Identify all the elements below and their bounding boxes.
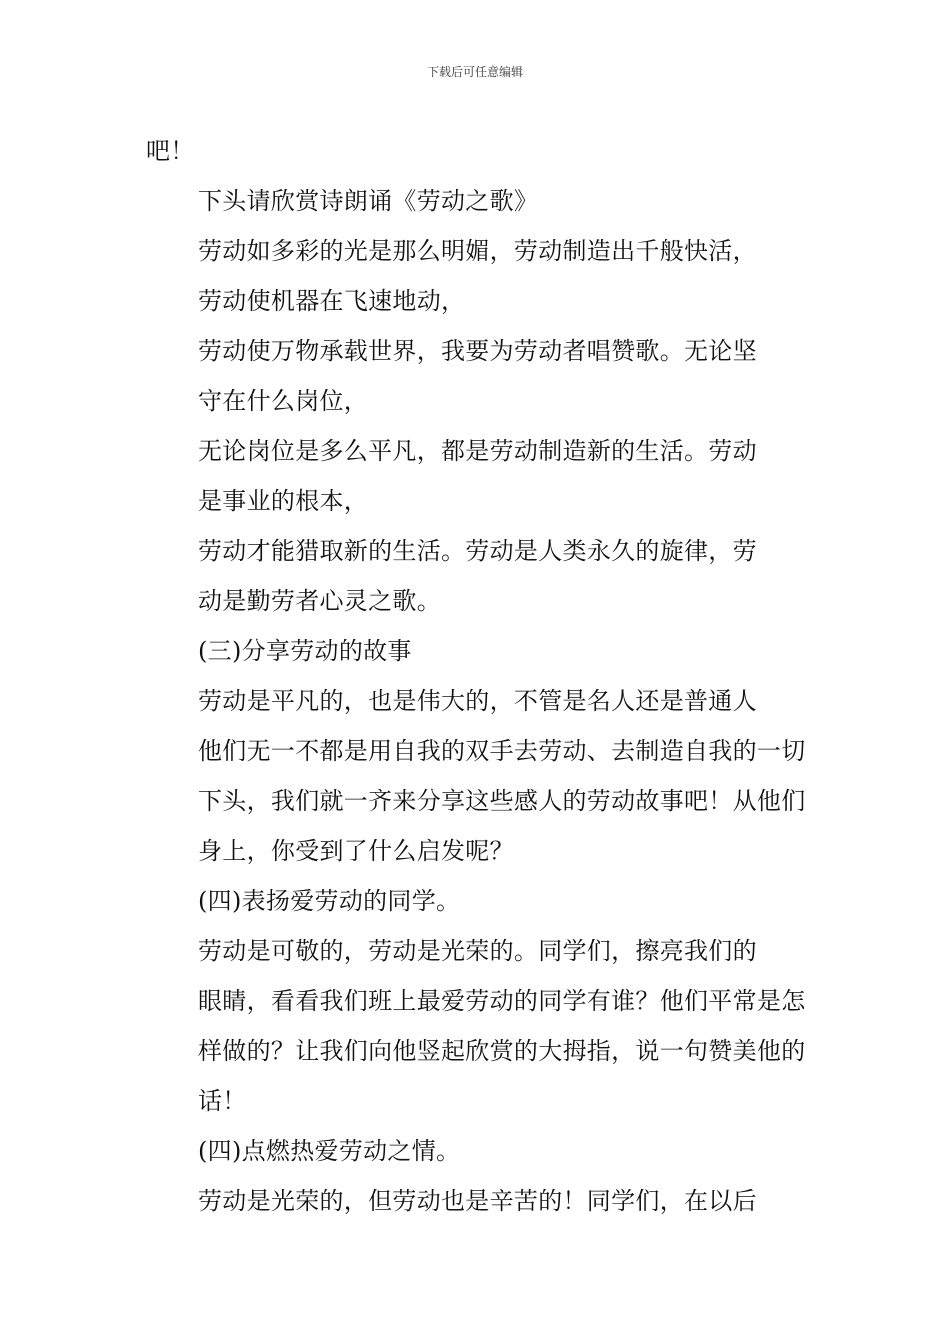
paragraph-line: 劳动使机器在飞速地动， bbox=[198, 287, 466, 315]
paragraph-line: 话！ bbox=[198, 1087, 247, 1115]
paragraph bbox=[146, 926, 810, 1126]
paragraph bbox=[146, 526, 810, 626]
paragraph-line: 劳动使万物承载世界，我要为劳动者唱赞歌。无论坚 bbox=[198, 337, 757, 365]
paragraph-line: 样做的？让我们向他竖起欣赏的大拇指，说一句赞美他的 bbox=[198, 1037, 806, 1065]
paragraph-line: (四)表扬爱劳动的同学。 bbox=[198, 887, 461, 915]
paragraph-line: 劳动是可敬的，劳动是光荣的。同学们，擦亮我们的 bbox=[198, 937, 757, 965]
document-body bbox=[146, 126, 810, 1226]
paragraph-line: 守在什么岗位， bbox=[198, 387, 369, 415]
page-header bbox=[0, 64, 950, 80]
paragraph-line: 劳动是平凡的，也是伟大的，不管是名人还是普通人 bbox=[198, 687, 757, 715]
paragraph bbox=[146, 326, 810, 426]
paragraph bbox=[146, 676, 810, 876]
paragraph-line: 是事业的根本， bbox=[198, 487, 369, 515]
header-text: 下载后可任意编辑 bbox=[426, 65, 523, 79]
paragraph bbox=[146, 626, 810, 676]
paragraph bbox=[146, 1126, 810, 1176]
paragraph bbox=[146, 876, 810, 926]
paragraph-line: 身上，你受到了什么启发呢？ bbox=[198, 837, 514, 865]
paragraph-line: (三)分享劳动的故事 bbox=[198, 637, 412, 665]
paragraph-line: 下头请欣赏诗朗诵《劳动之歌》 bbox=[198, 187, 539, 215]
paragraph-line: 吧！ bbox=[146, 137, 195, 165]
paragraph-line: 劳动如多彩的光是那么明媚，劳动制造出千般快活， bbox=[198, 237, 757, 265]
paragraph-line: 劳动是光荣的，但劳动也是辛苦的！同学们，在以后 bbox=[198, 1187, 757, 1215]
paragraph-line: (四)点燃热爱劳动之情。 bbox=[198, 1137, 461, 1165]
paragraph bbox=[146, 126, 810, 176]
paragraph bbox=[146, 426, 810, 526]
paragraph bbox=[146, 176, 810, 226]
paragraph-line: 动是勤劳者心灵之歌。 bbox=[198, 587, 441, 615]
paragraph-line: 眼睛，看看我们班上最爱劳动的同学有谁？他们平常是怎 bbox=[198, 987, 806, 1015]
paragraph-line: 他们无一不都是用自我的双手去劳动、去制造自我的一切 bbox=[198, 737, 806, 765]
paragraph-line: 劳动才能猎取新的生活。劳动是人类永久的旋律，劳 bbox=[198, 537, 757, 565]
paragraph-line: 下头，我们就一齐来分享这些感人的劳动故事吧！从他们 bbox=[198, 787, 806, 815]
paragraph-line: 无论岗位是多么平凡，都是劳动制造新的生活。劳动 bbox=[198, 437, 757, 465]
paragraph bbox=[146, 226, 810, 326]
paragraph bbox=[146, 1176, 810, 1226]
